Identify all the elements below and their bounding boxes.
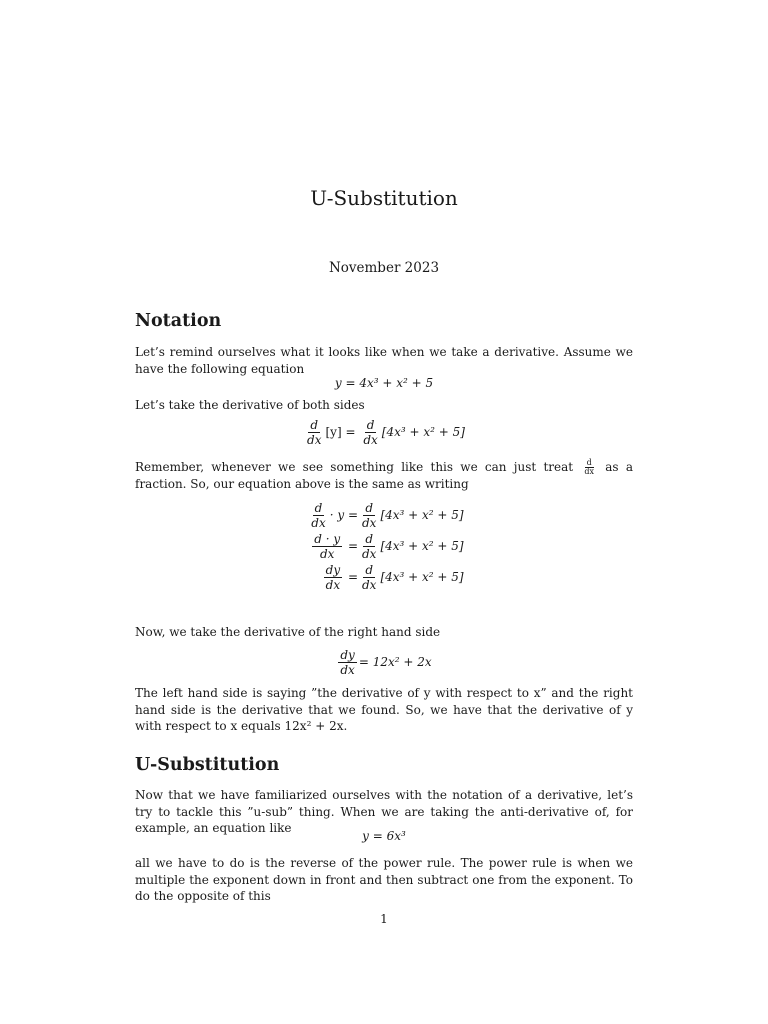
paragraph-text: as a fraction. So, our equation above is the same as writing (135, 460, 633, 491)
aligned-row: $\frac{dy}{dx}$ = $\frac{d}{dx}$ [4x³ + x² + 5] (325, 563, 464, 592)
fraction-numerator: d (310, 418, 319, 432)
equation-derivative (0, 418, 768, 447)
equation-part: [4x³ + x² + 5] (381, 425, 465, 439)
document-date: November 2023 (328, 260, 440, 276)
fraction-numerator: dy (340, 648, 355, 662)
paragraph: Let’s take the derivative of both sides (135, 398, 365, 412)
equation-part: [4x³ + x² + 5] (380, 508, 464, 522)
fraction-numerator: dy (325, 563, 341, 577)
equation: y = 4x³ + x² + 5 (334, 376, 434, 390)
fraction-denominator: dx (362, 578, 377, 592)
aligned-row: $\frac{d \cdot y}{dx}$ = $\frac{d}{dx}$ [4x³ + x² + 5] (314, 532, 464, 561)
fraction-numerator: d (365, 532, 374, 546)
page-number: 1 (380, 912, 388, 926)
fraction-denominator: dx (325, 578, 341, 592)
paragraph: all we have to do is the reverse of the power rule. The power rule is when we multiple the exponent down in front and then subtract one from the exponent. To do the opposite of this (135, 856, 633, 903)
fraction-denominator: dx (307, 433, 322, 447)
document-title: U-Substitution (310, 186, 458, 210)
paragraph (135, 459, 633, 493)
equation-part: = 12x² + 2x (358, 655, 432, 669)
fraction-denominator: dx (362, 516, 377, 530)
equation-part: · y = (329, 508, 358, 522)
paragraph: Now, we take the derivative of the right hand side (135, 625, 441, 639)
fraction-numerator: d (365, 501, 374, 515)
equation-part: [4x³ + x² + 5] (380, 570, 464, 584)
section-heading-notation: Notation (135, 311, 222, 331)
fraction-numerator: d (365, 563, 374, 577)
equation-part: [4x³ + x² + 5] (380, 539, 464, 553)
aligned-row (0, 500, 768, 531)
fraction-numerator: d (366, 418, 375, 432)
fraction-numerator: d (314, 501, 323, 515)
fraction-denominator: dx (319, 547, 335, 561)
fraction-denominator: dx (362, 547, 377, 561)
paragraph: Now that we have familiarized ourselves with the notation of a derivative, let’s try to tackle this ”u-sub” thing. When we are taking the anti-derivative of, for example, an equation like (135, 788, 633, 835)
fraction-denominator: dx (363, 433, 378, 447)
fraction-numerator: d (586, 458, 592, 467)
section-heading-u-substitution: U-Substitution (135, 755, 280, 775)
equation: y = 6x³ (362, 829, 406, 843)
fraction-denominator: dx (340, 663, 355, 677)
fraction-denominator: dx (584, 467, 595, 476)
fraction-denominator: dx (311, 516, 326, 530)
equation-part: [y] = (325, 425, 356, 439)
paragraph: Let’s remind ourselves what it looks like when we take a derivative. Assume we have the following equation (135, 345, 633, 376)
paragraph-text: Remember, whenever we see something like this we can just treat (135, 460, 574, 474)
paragraph: The left hand side is saying ”the derivative of y with respect to x” and the right hand side is the derivative that we found. So, we have that the derivative of y with respect to x equals 12x² + 2x. (135, 686, 633, 733)
equation-result (0, 648, 768, 677)
aligned-equations (0, 500, 768, 593)
fraction-numerator: d · y (314, 532, 341, 546)
